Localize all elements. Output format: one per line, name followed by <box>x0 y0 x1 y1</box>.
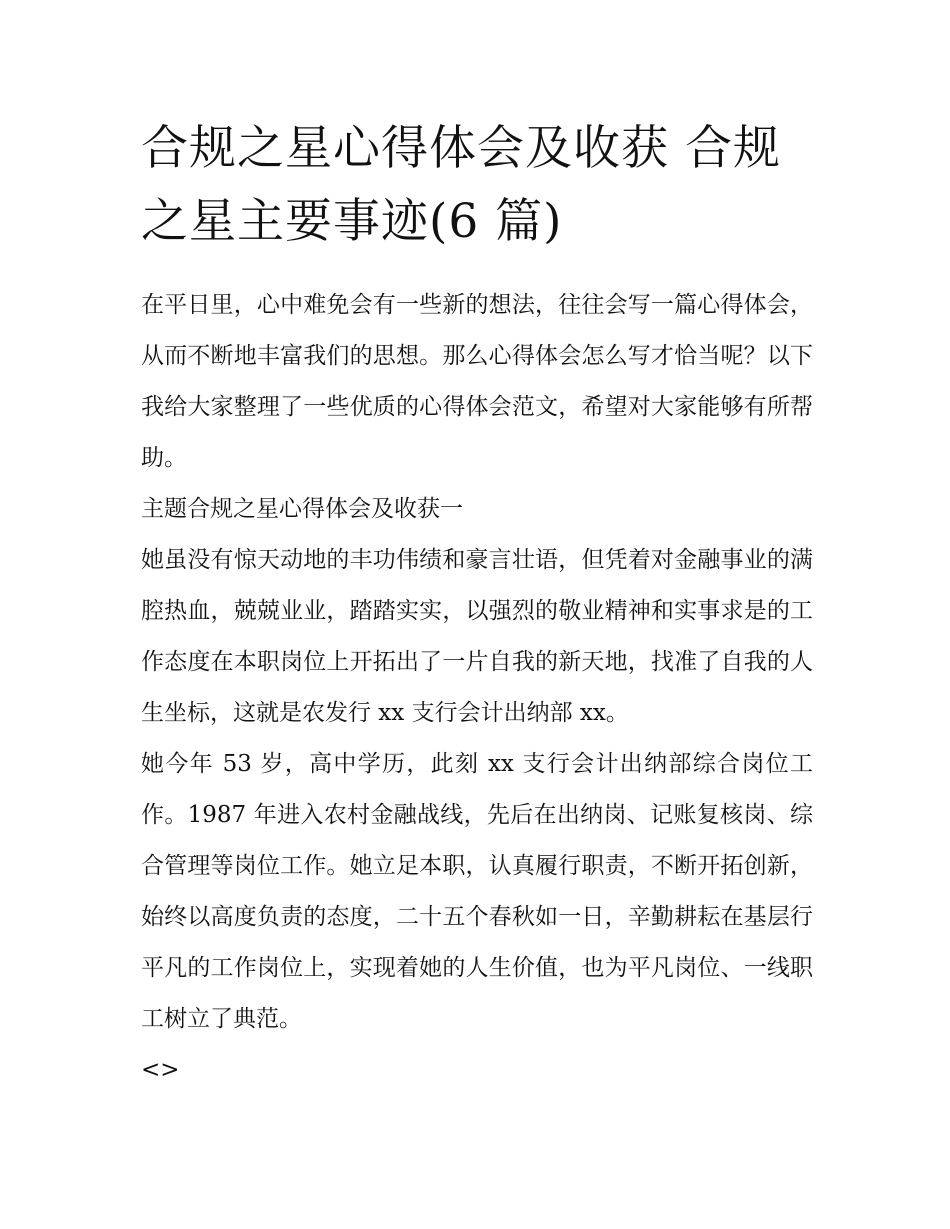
document-page <box>141 112 813 1096</box>
document-title: 合规之星心得体会及收获 合规之星主要事迹(6 篇) <box>141 121 781 249</box>
body-paragraph-2: 她今年 53 岁，高中学历，此刻 xx 支行会计出纳部综合岗位工作。1987 年进入农村金融战线，先后在出纳岗、记账复核岗、综合管理等岗位工作。她立足本职，认真履行职责，不断开拓创新，始终以高度负责的态度，二十五个春秋如一日，辛勤耕耘在基层行平凡的工作岗位上，实现着她的人生价值，也为平凡岗位、一线职工树立了典范。 <box>141 751 813 1032</box>
trailing-marker: <> <box>141 1057 180 1083</box>
section-heading: 主题合规之星心得体会及收获一 <box>141 496 463 522</box>
intro-paragraph: 在平日里，心中难免会有一些新的想法，往往会写一篇心得体会，从而不断地丰富我们的思想。那么心得体会怎么写才恰当呢？以下我给大家整理了一些优质的心得体会范文，希望对大家能够有所帮助。 <box>141 292 813 471</box>
body-paragraph-1: 她虽没有惊天动地的丰功伟绩和豪言壮语，但凭着对金融事业的满腔热血，兢兢业业，踏踏实实，以强烈的敬业精神和实事求是的工作态度在本职岗位上开拓出了一片自我的新天地，找准了自我的人生坐标，这就是农发行 xx 支行会计出纳部 xx。 <box>141 547 813 726</box>
